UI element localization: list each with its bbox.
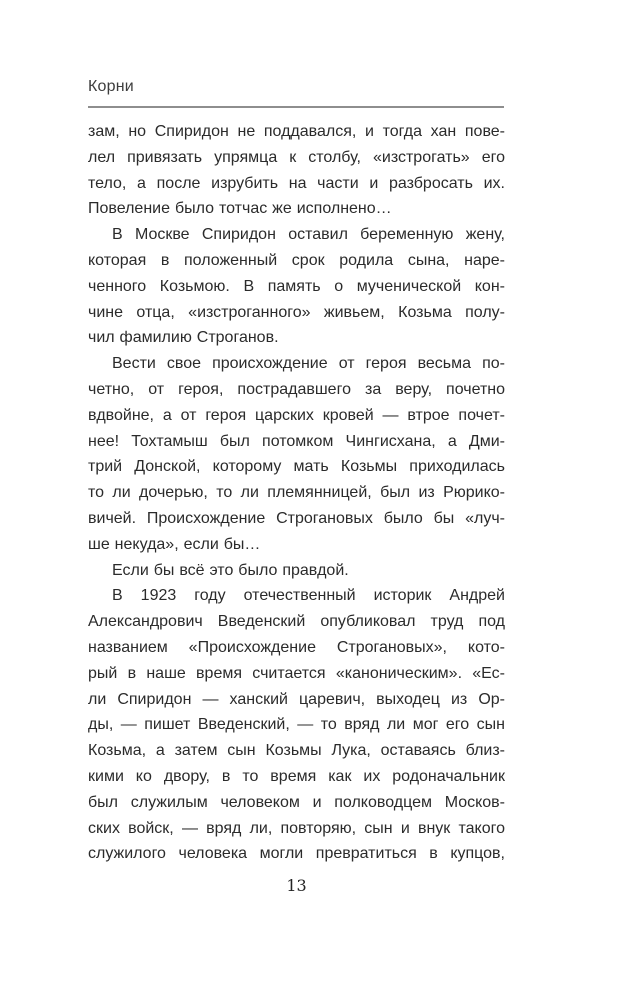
text-line: вдвойне, а от героя царских кровей — втрое почет-	[88, 406, 505, 424]
text-line: ли Спиридон — ханский царевич, выходец из Ор-	[88, 690, 505, 708]
text-line: ше некуда», если бы…	[88, 535, 261, 553]
text-line: служилого человека могли превратиться в купцов,	[88, 845, 505, 863]
text-line: В 1923 году отечественный историк Андрей	[112, 587, 505, 605]
running-header-title: Корни	[88, 78, 134, 95]
text-line: чил фамилию Строганов.	[88, 329, 279, 347]
text-line: трий Донской, которому мать Козьмы приходилась	[88, 458, 505, 476]
text-line: Козьма, а затем сын Козьмы Лука, оставаясь близ-	[88, 742, 505, 760]
text-line: кими ко двору, в то время как их родоначальник	[88, 767, 505, 785]
text-line: нее! Тохтамыш был потомком Чингисхана, а Дми-	[88, 432, 505, 450]
text-line: четно, от героя, пострадавшего за веру, почетно	[88, 380, 505, 398]
text-line: тело, а после изрубить на части и разбросать их.	[88, 174, 505, 192]
text-line: рый в наше время считается «каноническим». «Ес-	[88, 664, 505, 682]
body-text	[88, 119, 505, 867]
text-line: то ли дочерью, то ли племянницей, был из Рюрико-	[88, 484, 505, 502]
page-number: 13	[286, 876, 307, 895]
text-line: Повеление было тотчас же исполнено…	[88, 200, 392, 218]
text-line: названием «Происхождение Строгановых», кото-	[88, 638, 505, 656]
text-line: В Москве Спиридон оставил беременную жену,	[112, 226, 505, 244]
text-line: Александрович Введенский опубликовал труд под	[88, 613, 505, 631]
text-line: был служилым человеком и полководцем Москов-	[88, 793, 505, 811]
header-divider	[88, 106, 504, 108]
text-line: Вести свое происхождение от героя весьма по-	[112, 355, 505, 373]
text-line: Если бы всё это было правдой.	[112, 561, 349, 579]
text-line: ченного Козьмою. В память о мученической кон-	[88, 277, 505, 295]
text-line: лел привязать упрямца к столбу, «изстрогать» его	[88, 148, 505, 166]
text-line: зам, но Спиридон не поддавался, и тогда хан пове-	[88, 123, 505, 140]
text-line: ды, — пишет Введенский, — то вряд ли мог его сын	[88, 716, 505, 734]
text-line: чине отца, «изстроганного» живьем, Козьма полу-	[88, 303, 505, 321]
text-line: ских войск, — вряд ли, повторяю, сын и внук такого	[88, 819, 505, 837]
text-line: вичей. Происхождение Строгановых было бы «луч-	[88, 509, 505, 527]
text-line: которая в положенный срок родила сына, наре-	[88, 251, 505, 269]
